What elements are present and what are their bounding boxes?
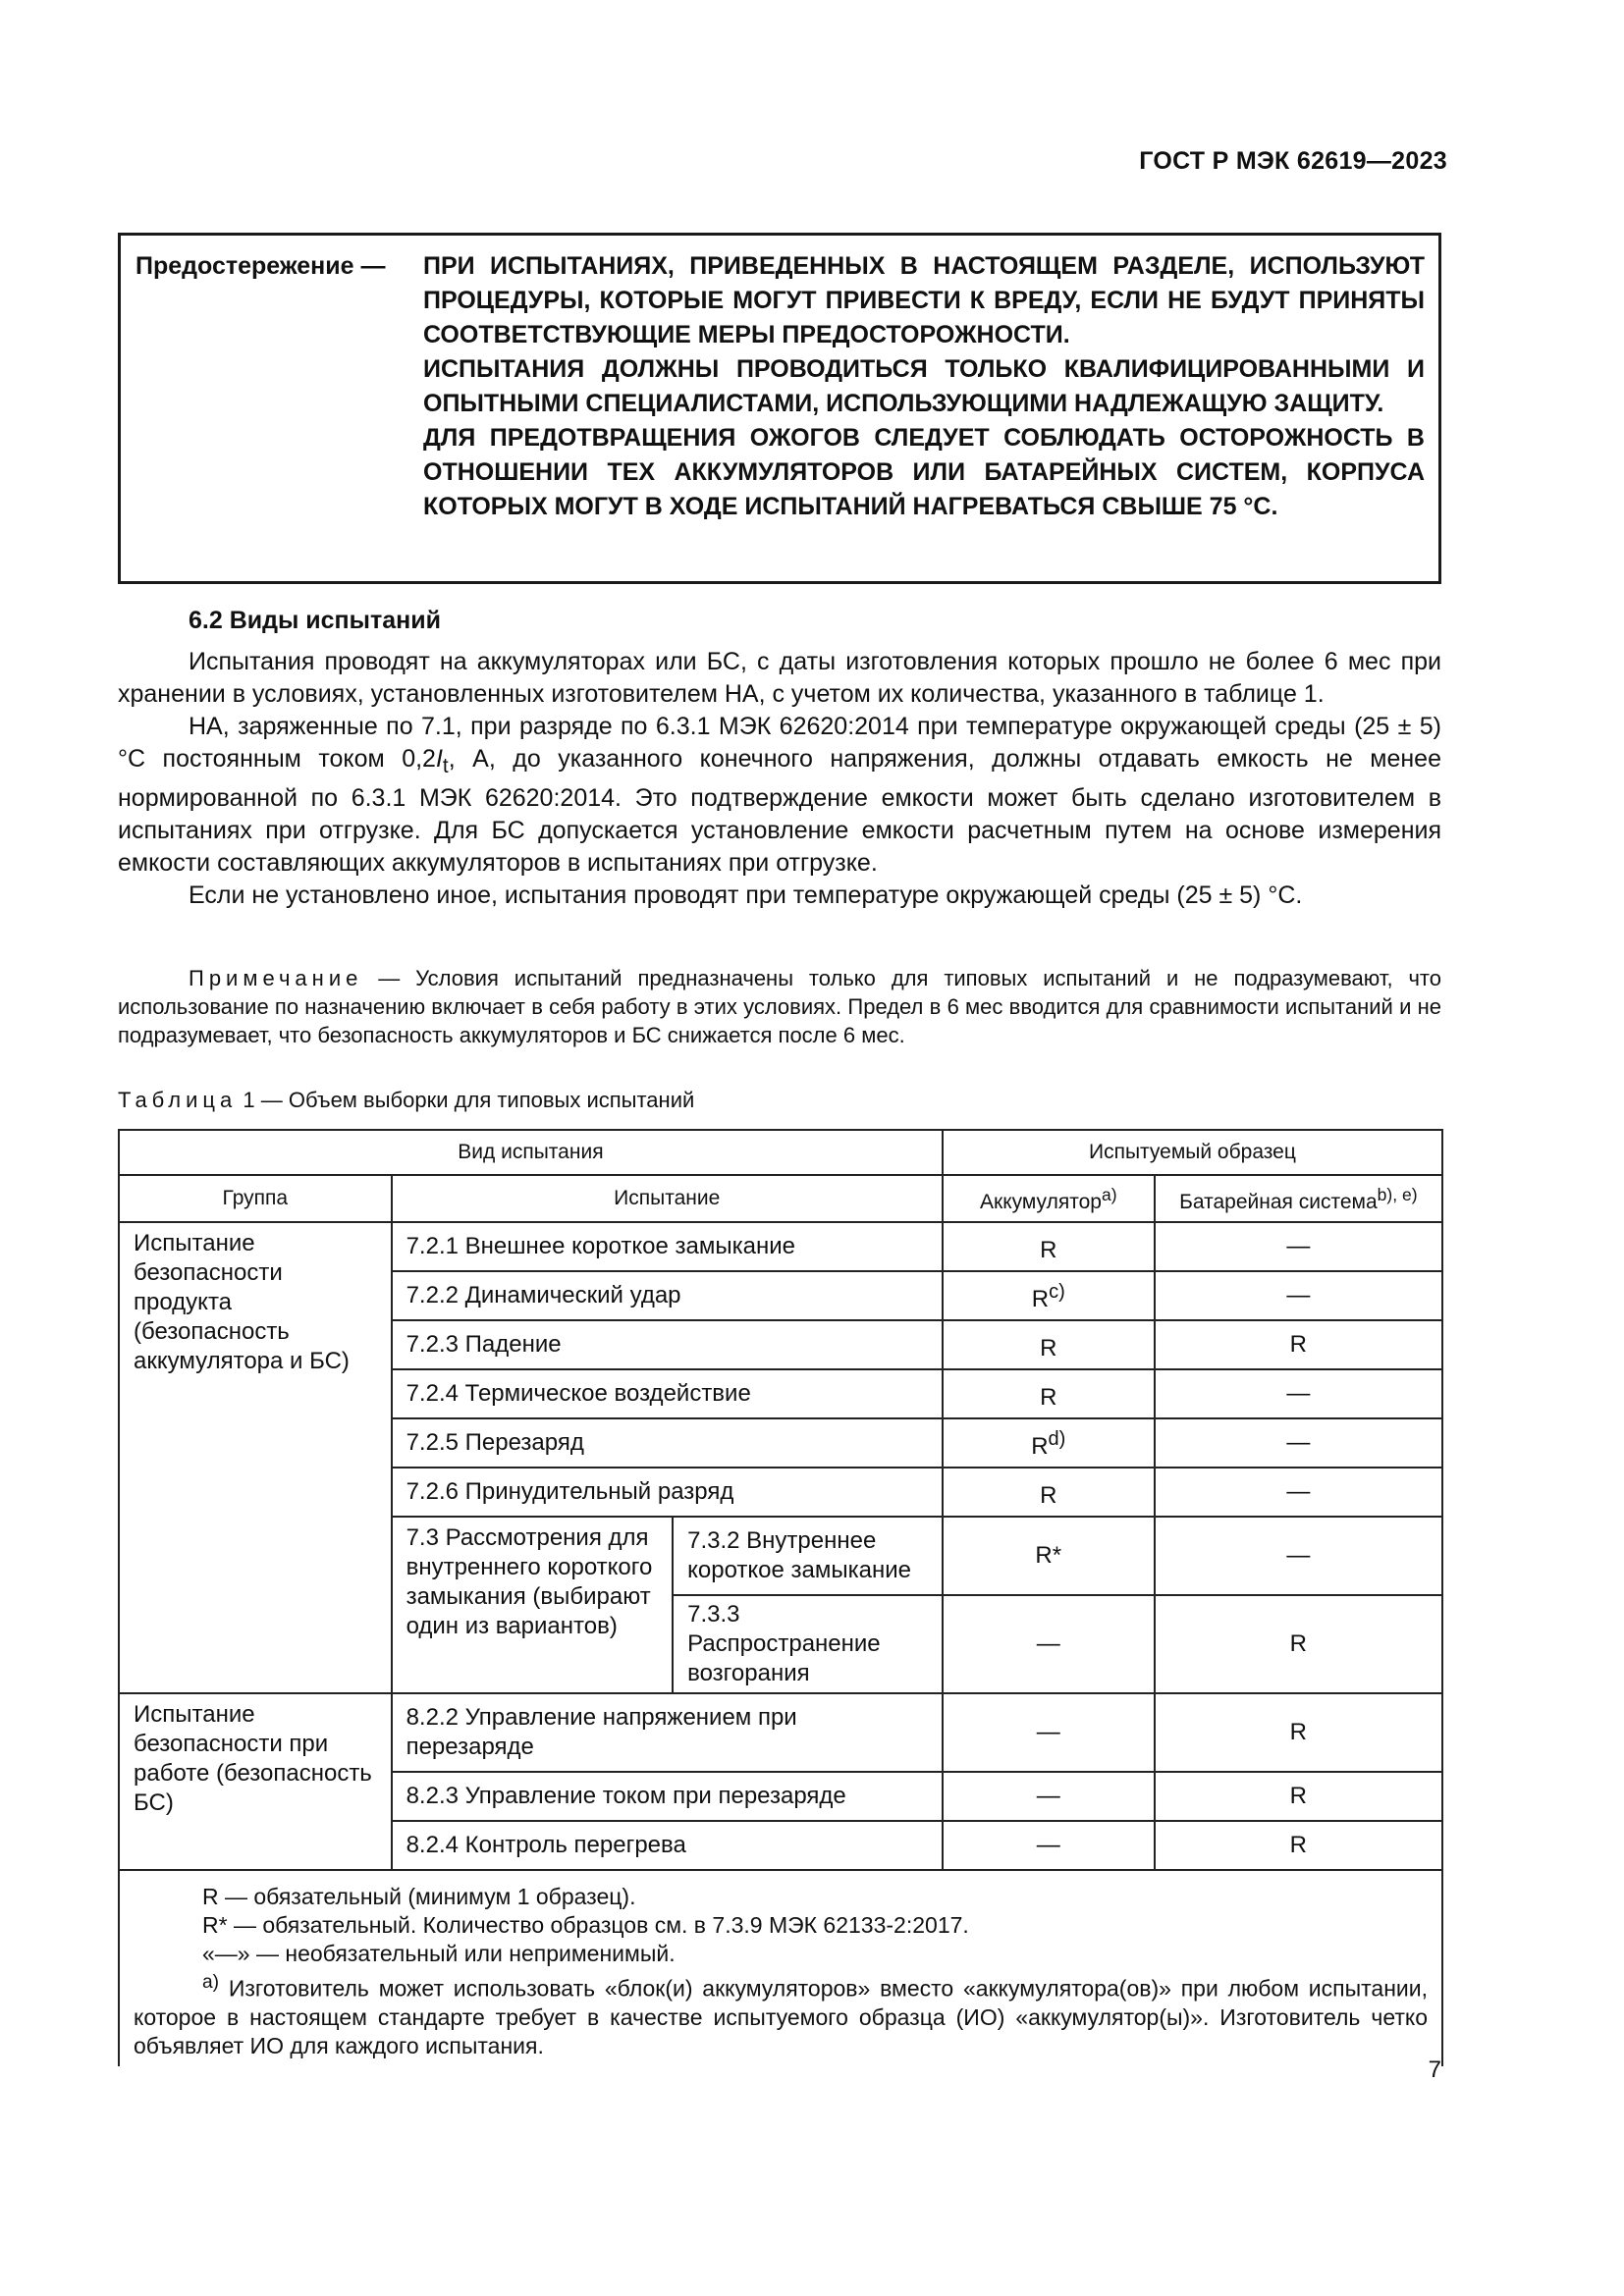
warning-paragraph: ПРИ ИСПЫТАНИЯХ, ПРИВЕДЕННЫХ В НАСТОЯЩЕМ РАЗДЕЛЕ, ИСПОЛЬЗУЮТ ПРОЦЕДУРЫ, КОТОРЫЕ МОГУТ ПРИВЕСТИ К ВРЕДУ, ЕСЛИ НЕ БУДУТ ПРИНЯТЫ СООТВЕТСТВУЮЩИЕ МЕРЫ ПРЕДОСТОРОЖНОСТИ.: [423, 252, 1425, 348]
warning-paragraph: ИСПЫТАНИЯ ДОЛЖНЫ ПРОВОДИТЬСЯ ТОЛЬКО КВАЛИФИЦИРОВАННЫМИ И ОПЫТНЫМИ СПЕЦИАЛИСТАМИ, ИСПОЛЬЗУЮЩИМИ НАДЛЕЖАЩУЮ ЗАЩИТУ.: [423, 355, 1425, 417]
table-row: 7.2.5 Перезаряд $R^{d)}$ —: [119, 1418, 1442, 1468]
footnote: R — обязательный (минимум 1 образец).: [202, 1884, 636, 1909]
table-row: 7.2.2 Динамический удар $R^{с)}$ —: [119, 1271, 1442, 1320]
table-row: 7.2.3 Падение R R: [119, 1320, 1442, 1369]
header-cell: Аккумулятор$^{а)}$: [943, 1175, 1155, 1222]
table-row: 7.2.6 Принудительный разряд R —: [119, 1468, 1442, 1517]
footnote: R* — обязательный. Количество образцов см. в 7.3.9 МЭК 62133-2:2017.: [202, 1912, 969, 1938]
table-caption: Таблица 1 — Объем выборки для типовых испытаний: [118, 1088, 695, 1112]
table-footnotes: [119, 1870, 1442, 2066]
footnote: $^{а)}$ Изготовитель может использовать «блок(и) аккумуляторов» вместо «аккумулятора(ов)» при любом испытании, которое в настоящем стандарте требует в качестве испытуемого образца (ИО) «аккумулятор(ы)». Изготовитель четко объявляет ИО для каждого испытания.: [134, 1972, 1428, 2058]
table-row: Испытание безопасности продукта (безопасность аккумулятора и БС) 7.2.1 Внешнее короткое замыкание R —: [119, 1222, 1442, 1271]
paragraph: НА, заряженные по 7.1, при разряде по 6.3.1 МЭК 62620:2014 при температуре окружающей среды (25 ± 5) °С постоянным током $0,2I_t$, А, до указанного конечного напряжения, должны отдавать емкость не менее нормированной по 6.3.1 МЭК 62620:2014. Это подтверждение емкости может быть сделано изготовителем в испытаниях при отгрузке. Для БС допускается установление емкости расчетным путем на основе измерения емкости составляющих аккумуляторов в испытаниях при отгрузке.: [118, 713, 1441, 877]
note-text: — Условия испытаний предназначены только для типовых испытаний и не подразумевают, что использование по назначению включает в себя работу в этих условиях. Предел в 6 мес вводится для сравнимости испытаний и не подразумевает, что безопасность аккумуляторов и БС снижается после 6 мес.: [118, 966, 1441, 1047]
sample-size-table: [118, 1129, 1443, 2066]
header-test: Испытание: [392, 1175, 943, 1222]
table-header-row: [119, 1175, 1442, 1222]
table-row: 8.2.3 Управление током при перезаряде — R: [119, 1772, 1442, 1821]
table-row: 7.2.4 Термическое воздействие R —: [119, 1369, 1442, 1418]
table-row: 7.3.3 Распространение возгорания — R: [119, 1595, 1442, 1693]
table-header-row: [119, 1130, 1442, 1175]
header-group: Группа: [119, 1175, 392, 1222]
note: [118, 964, 1441, 1049]
header-system: Батарейная система$^{b), е)}$: [1155, 1175, 1442, 1222]
table-footnotes-row: [119, 1870, 1442, 2066]
warning-box: [118, 233, 1441, 584]
table-row: 7.3 Рассмотрения для внутреннего короткого замыкания (выбирают один из вариантов) 7.3.2 Внутреннее короткое замыкание R* —: [119, 1517, 1442, 1595]
note-label: Примечание: [189, 966, 363, 990]
isc-label: 7.3 Рассмотрения для внутреннего короткого замыкания (выбирают один из вариантов): [392, 1517, 674, 1693]
warning-paragraph: ДЛЯ ПРЕДОТВРАЩЕНИЯ ОЖОГОВ СЛЕДУЕТ СОБЛЮДАТЬ ОСТОРОЖНОСТЬ В ОТНОШЕНИИ ТЕХ АККУМУЛЯТОРОВ ИЛИ БАТАРЕЙНЫХ СИСТЕМ, КОРПУСА КОТОРЫХ МОГУТ В ХОДЕ ИСПЫТАНИЙ НАГРЕВАТЬСЯ СВЫШЕ 75 °С.: [423, 424, 1425, 520]
group-operation-safety: Испытание безопасности при работе (безопасность БС): [119, 1693, 392, 1870]
header-sample: Испытуемый образец: [943, 1130, 1442, 1175]
warning-text: [423, 249, 1425, 524]
group-product-safety: Испытание безопасности продукта (безопасность аккумулятора и БС): [119, 1222, 392, 1693]
paragraph: Если не установлено иное, испытания проводят при температуре окружающей среды (25 ± 5) °С.: [189, 881, 1303, 909]
paragraph: Испытания проводят на аккумуляторах или БС, с даты изготовления которых прошло не более 6 мес при хранении в условиях, установленных изготовителем НА, с учетом их количества, указанного в таблице 1.: [118, 648, 1441, 708]
page-number: 7: [1428, 2056, 1441, 2083]
header-test-type: Вид испытания: [119, 1130, 943, 1175]
warning-label: Предостережение —: [135, 252, 386, 280]
document-header: ГОСТ Р МЭК 62619—2023: [1139, 147, 1447, 175]
section-title: 6.2 Виды испытаний: [189, 607, 441, 634]
table-row: Испытание безопасности при работе (безопасность БС) 8.2.2 Управление напряжением при перезаряде — R: [119, 1693, 1442, 1772]
body-text: [118, 646, 1441, 912]
footnote: «—» — необязательный или неприменимый.: [202, 1941, 676, 1966]
table-row: 8.2.4 Контроль перегрева — R: [119, 1821, 1442, 1870]
